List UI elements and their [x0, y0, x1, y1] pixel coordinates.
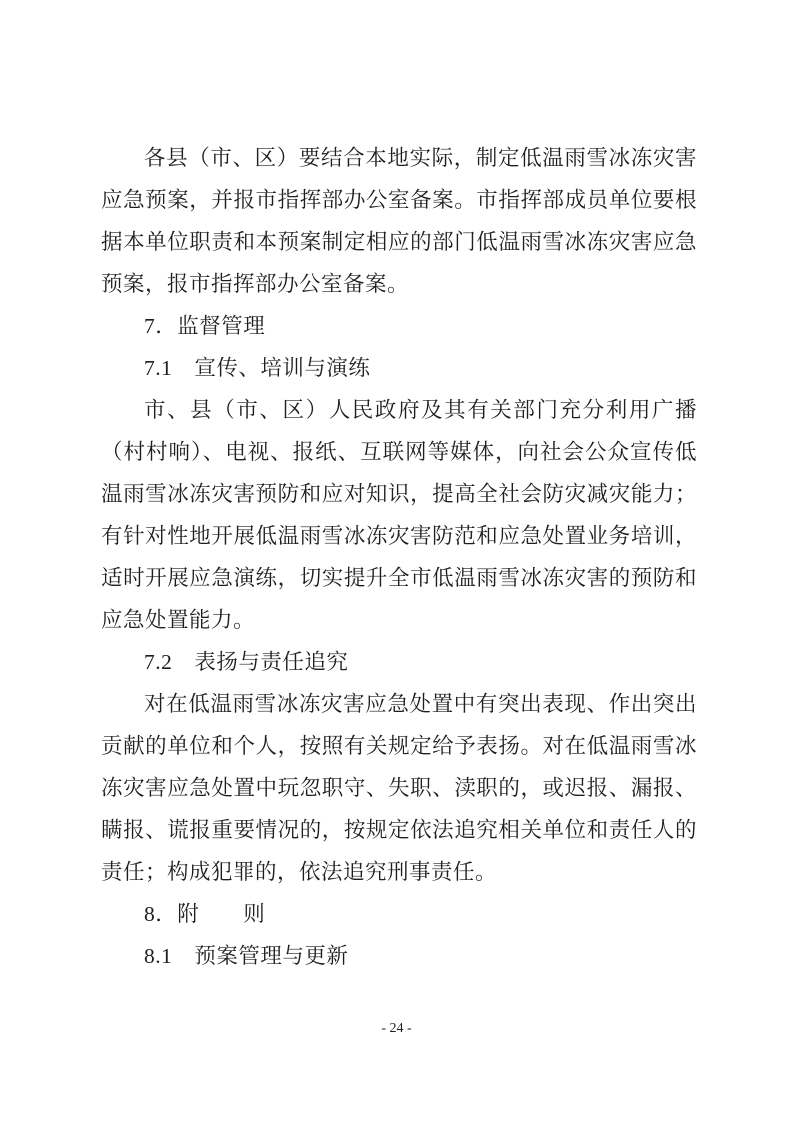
section-heading-7-supervision: 7．监督管理 [144, 314, 266, 338]
page-number: - 24 - [381, 1021, 412, 1036]
page-footer [0, 1019, 793, 1039]
section-heading-8-1-plan-management-update: 8.1 预案管理与更新 [144, 944, 349, 968]
body-paragraph-publicity-training-drills: 市、县（市、区）人民政府及其有关部门充分利用广播（村村响）、电视、报纸、互联网等媒体，向社会公众宣传低温雨雪冰冻灾害预防和应对知识，提高全社会防灾减灾能力；有针对性地开展低温雨雪冰冻灾害防范和应急处置业务培训，适时开展应急演练，切实提升全市低温雨雪冰冻灾害的预防和应急处置能力。 [101, 398, 697, 632]
section-heading-7-1-publicity-training: 7.1 宣传、培训与演练 [144, 356, 371, 380]
body-paragraph-commendation-accountability: 对在低温雨雪冰冻灾害应急处置中有突出表现、作出突出贡献的单位和个人，按照有关规定给予表扬。对在低温雨雪冰冻灾害应急处置中玩忽职守、失职、渎职的，或迟报、漏报、瞒报、谎报重要情况的，按规定依法追究相关单位和责任人的责任；构成犯罪的，依法追究刑事责任。 [101, 692, 697, 884]
section-heading-8-supplementary-provisions: 8．附 则 [144, 902, 266, 926]
section-heading-7-2-commendation-accountability: 7.2 表扬与责任追究 [144, 650, 349, 674]
document-content [101, 137, 697, 977]
body-paragraph-filing-requirements: 各县（市、区）要结合本地实际，制定低温雨雪冰冻灾害应急预案，并报市指挥部办公室备案。市指挥部成员单位要根据本单位职责和本预案制定相应的部门低温雨雪冰冻灾害应急预案，报市指挥部办公室备案。 [101, 146, 697, 296]
